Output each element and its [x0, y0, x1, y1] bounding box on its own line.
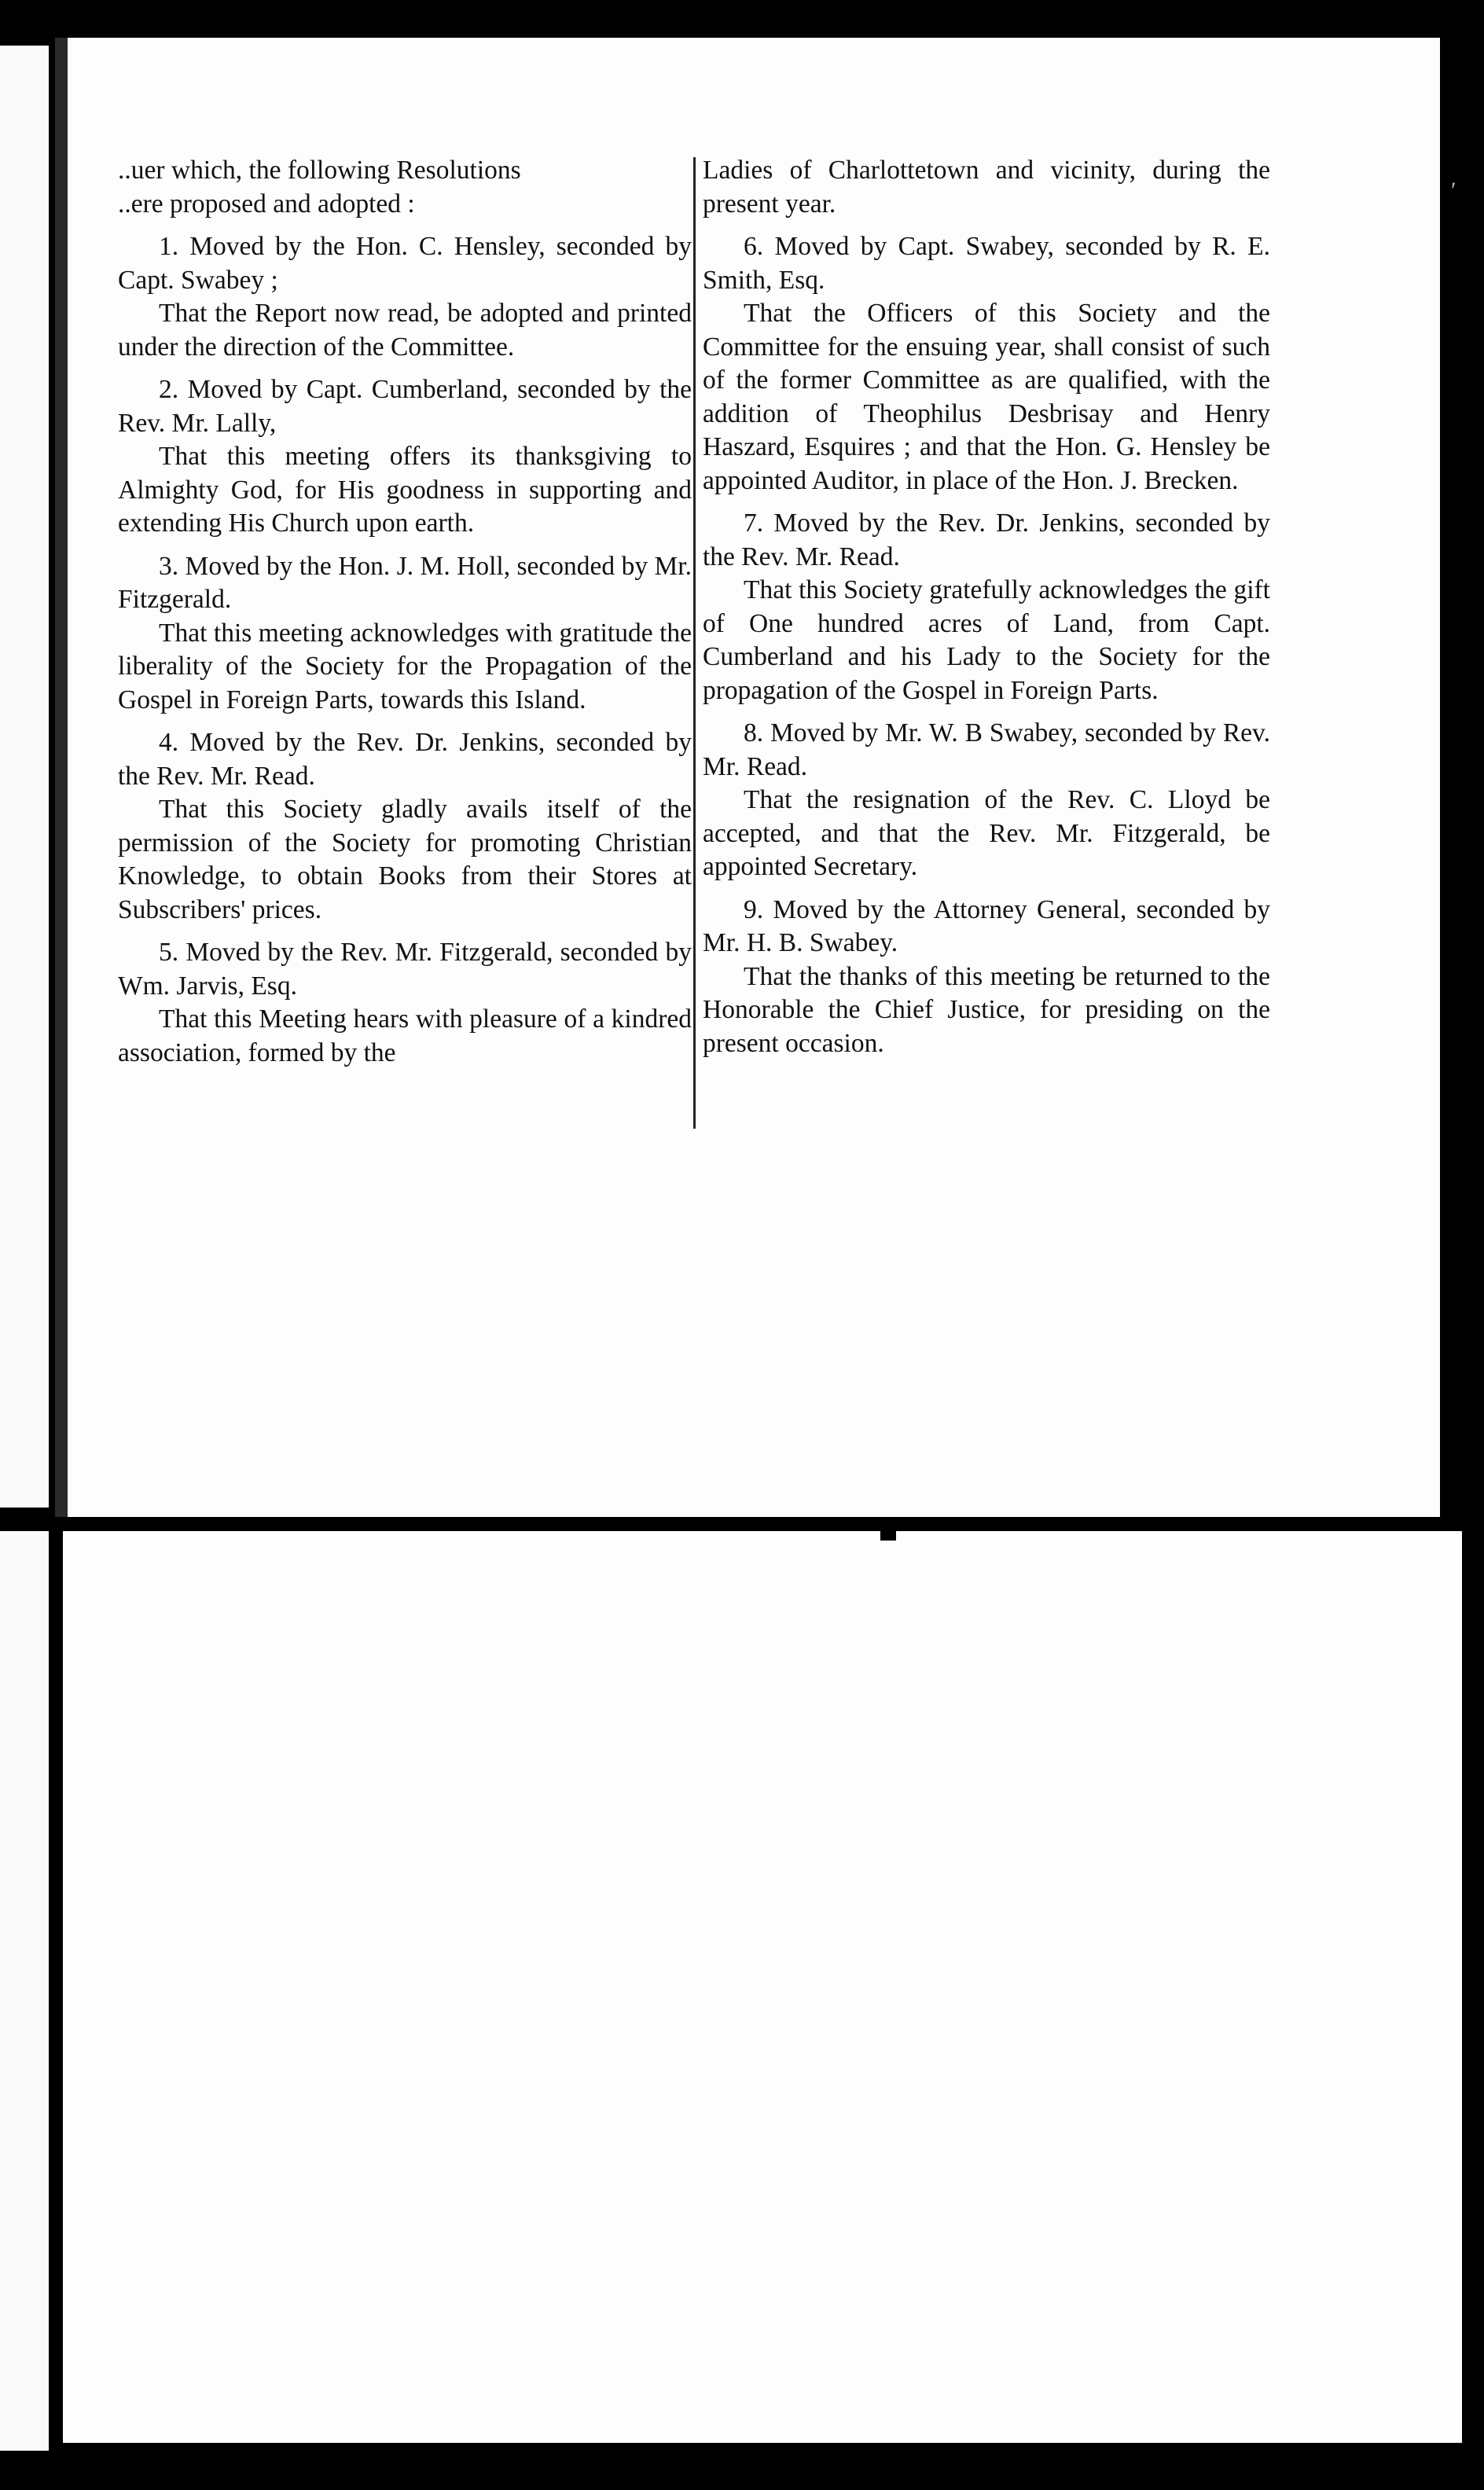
- resolution-3: That this meeting acknowledges with gratitude the liberality of the Society for the Propagation of the Gospel in Foreign Parts, towards this Island.: [118, 618, 692, 714]
- left-column: [118, 154, 692, 1070]
- resolution-9: That the thanks of this meeting be returned to the Honorable the Chief Justice, for presiding on the present occasion.: [703, 961, 1270, 1058]
- motion-3: 3. Moved by the Hon. J. M. Holl, seconded by Mr. Fitzgerald.: [118, 551, 692, 614]
- motion-7: 7. Moved by the Rev. Dr. Jenkins, seconded by the Rev. Mr. Read.: [703, 509, 1270, 571]
- margin-mark: ʹ: [1451, 178, 1456, 204]
- motion-1: 1. Moved by the Hon. C. Hensley, seconded by Capt. Swabey ;: [118, 232, 692, 295]
- motion-4: 4. Moved by the Rev. Dr. Jenkins, seconded by the Rev. Mr. Read.: [118, 728, 692, 791]
- motion-9: 9. Moved by the Attorney General, seconded by Mr. H. B. Swabey.: [703, 894, 1270, 957]
- resolution-5: That this Meeting hears with pleasure of a kindred association, formed by the: [118, 1004, 692, 1067]
- page-fold-gap: [0, 1508, 49, 1531]
- resolution-6: That the Officers of this Society and the Committee for the ensuing year, shall consist of such of the former Committee as are qualified, with the addition of Theophilus Desbrisay and Henry Haszard, Esquires ; and that the Hon. G. Hensley be appointed Auditor, in place of the Hon. J. Brecken.: [703, 299, 1270, 495]
- continued-resolution-5: Ladies of Charlottetown and vicinity, during the present year.: [703, 156, 1270, 219]
- page-tear: [880, 1517, 896, 1541]
- document-page-lower: [63, 1531, 1462, 2443]
- resolution-1: That the Report now read, be adopted and printed under the direction of the Committee.: [118, 299, 692, 362]
- motion-2: 2. Moved by Capt. Cumberland, seconded by the Rev. Mr. Lally,: [118, 375, 692, 438]
- motion-5: 5. Moved by the Rev. Mr. Fitzgerald, seconded by Wm. Jarvis, Esq.: [118, 938, 692, 1001]
- adjacent-page-edge: [0, 46, 49, 2451]
- resolution-2: That this meeting offers its thanksgiving to Almighty God, for His goodness in supporting and extending His Church upon earth.: [118, 442, 692, 538]
- resolution-4: That this Society gladly avails itself of the permission of the Society for promoting Christian Knowledge, to obtain Books from their Stores at Subscribers' prices.: [118, 795, 692, 924]
- page-binding-shadow: [55, 38, 68, 1517]
- resolution-7: That this Society gratefully acknowledges the gift of One hundred acres of Land, from Capt. Cumberland and his Lady to the Society for the propagation of the Gospel in Foreign Parts.: [703, 575, 1270, 705]
- intro-text: ..uer which, the following Resolutions ..ere proposed and adopted :: [118, 156, 521, 219]
- motion-8: 8. Moved by Mr. W. B Swabey, seconded by Rev. Mr. Read.: [703, 718, 1270, 781]
- motion-6: 6. Moved by Capt. Swabey, seconded by R. E. Smith, Esq.: [703, 232, 1270, 295]
- column-divider: [693, 157, 696, 1129]
- right-column: [703, 154, 1270, 1060]
- resolution-8: That the resignation of the Rev. C. Lloyd be accepted, and that the Rev. Mr. Fitzgerald, be appointed Secretary.: [703, 785, 1270, 881]
